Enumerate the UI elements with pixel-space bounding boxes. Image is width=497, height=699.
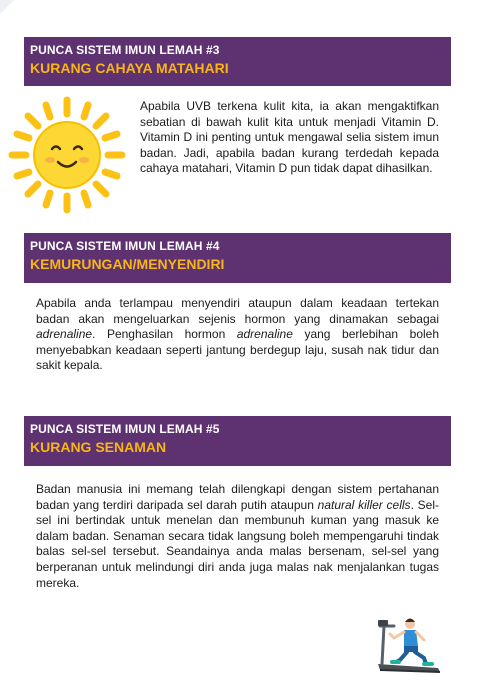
section-4-body-text: . Penghasilan hormon [92,327,237,342]
section-5-body-term: natural killer cells [317,497,411,512]
section-4-heading: KEMURUNGAN/MENYENDIRI [30,256,225,272]
section-4-banner [24,233,451,283]
section-3-body: Apabila UVB terkena kulit kita, ia akan mengaktifkan sebatian di bawah kulit kita untuk menjadi Vitamin D. Vitamin D ini penting untuk mengawal selia sistem imun badan. Jadi, apabila badan kurang terdedah kepada cahaya matahari, Vitamin D pun tidak dapat dihasilkan. [140,99,439,176]
section-5-banner [24,416,451,466]
section-5-heading: KURANG SENAMAN [30,439,167,455]
section-5-body [36,482,439,591]
section-5-kicker: PUNCA SISTEM IMUN LEMAH #5 [30,422,220,436]
section-5-body-text: Badan manusia ini memang telah dilengkapi dengan sistem pertahanan badan yang terdiri daripada sel darah putih ataupun [36,482,439,512]
smiling-sun-icon [8,96,126,214]
section-3-kicker: PUNCA SISTEM IMUN LEMAH #3 [30,43,220,57]
section-5-body-text: . Sel-sel ini bertindak untuk menelan dan membunuh kuman yang masuk ke dalam badan. Senaman secara tidak langsung boleh mempengaruhi tindak balas sel-sel tersebut. Seandainya anda malas bersenam, sel-sel yang berperanan untuk melindungi diri anda juga malas nak menjalankan tugas mereka. [36,497,440,590]
corner-decoration [0,0,18,18]
section-4-body-term: adrenaline [36,327,93,342]
section-4-body-text: yang berlebihan boleh menyebabkan keadaan seperti jantung berdegup laju, susah nak tidur dan sakit kepala. [36,327,440,373]
section-3-banner [24,37,451,86]
section-4-body [36,296,439,374]
section-4-kicker: PUNCA SISTEM IMUN LEMAH #4 [30,239,220,253]
section-3-heading: KURANG CAHAYA MATAHARI [30,60,229,76]
section-4-body-text: Apabila anda terlampau menyendiri ataupun dalam keadaan tertekan badan akan mengeluarkan sejenis hormon yang dinamakan sebagai [36,296,439,326]
treadmill-runner-icon [374,614,446,676]
section-4-body-term: adrenaline [236,327,293,342]
